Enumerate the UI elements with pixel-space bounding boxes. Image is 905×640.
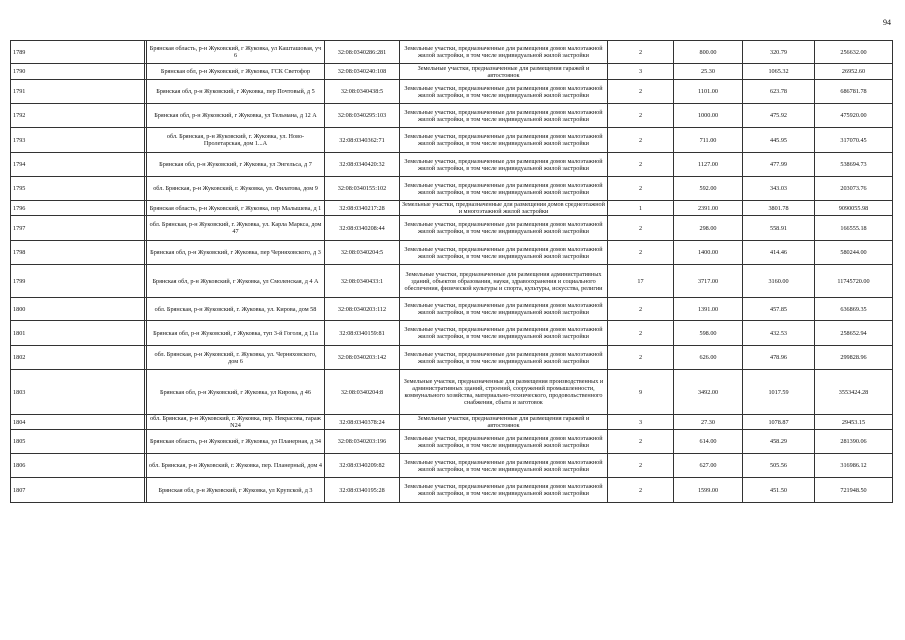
specific-value-cell: 432.53 (743, 321, 815, 346)
cadastral-number-cell: 32:08:0340203:142 (325, 346, 400, 370)
area-cell: 1400.00 (674, 241, 743, 265)
group-code-cell: 2 (608, 321, 674, 346)
table-row (11, 298, 893, 321)
row-number-cell: 1790 (11, 64, 145, 80)
table-row (11, 241, 893, 265)
specific-value-cell: 445.95 (743, 128, 815, 153)
land-use-cell: Земельные участки, предназначенные для размещения домов малоэтажной жилой застройки, в том числе индивидуальной жилой застройки (400, 104, 608, 128)
cadastral-number-cell: 32:08:0340204:8 (325, 370, 400, 415)
specific-value-cell: 414.46 (743, 241, 815, 265)
cadastral-number-cell: 32:08:0340362:71 (325, 128, 400, 153)
land-use-cell: Земельные участки, предназначенные для размещения домов малоэтажной жилой застройки, в том числе индивидуальной жилой застройки (400, 241, 608, 265)
group-code-cell: 1 (608, 201, 674, 216)
address-cell: Брянская обл, р-н Жуковский, г Жуковка, ул Тельмана, д 12 А (147, 104, 325, 128)
area-cell: 626.00 (674, 346, 743, 370)
table-body (11, 41, 893, 503)
table-row (11, 454, 893, 478)
land-use-cell: Земельные участки, предназначенные для размещения гаражей и автостоянок (400, 64, 608, 80)
specific-value-cell: 477.99 (743, 153, 815, 177)
address-cell: Брянская обл, р-н Жуковский, г Жуковка, ул Крупской, д 3 (147, 478, 325, 503)
cadastral-value-cell: 29453.15 (815, 415, 893, 430)
area-cell: 1101.00 (674, 80, 743, 104)
table-row (11, 415, 893, 430)
row-number-cell: 1803 (11, 370, 145, 415)
land-use-cell: Земельные участки, предназначенные для размещения домов среднеэтажной и многоэтажной жилой застройки (400, 201, 608, 216)
row-number-cell: 1789 (11, 41, 145, 64)
land-use-cell: Земельные участки, предназначенные для размещения домов малоэтажной жилой застройки, в том числе индивидуальной жилой застройки (400, 321, 608, 346)
land-use-cell: Земельные участки, предназначенные для размещения домов малоэтажной жилой застройки, в том числе индивидуальной жилой застройки (400, 346, 608, 370)
group-code-cell: 2 (608, 41, 674, 64)
specific-value-cell: 457.85 (743, 298, 815, 321)
area-cell: 1391.00 (674, 298, 743, 321)
group-code-cell: 2 (608, 454, 674, 478)
specific-value-cell: 1017.59 (743, 370, 815, 415)
area-cell: 711.00 (674, 128, 743, 153)
cadastral-value-cell: 203073.76 (815, 177, 893, 201)
area-cell: 25.30 (674, 64, 743, 80)
address-cell: обл. Брянская, р-н Жуковский, г. Жуковка, ул. Ново-Пролетарская, дом 1...А (147, 128, 325, 153)
row-number-cell: 1800 (11, 298, 145, 321)
group-code-cell: 3 (608, 415, 674, 430)
table-row (11, 41, 893, 64)
cadastral-value-cell: 636869.35 (815, 298, 893, 321)
land-use-cell: Земельные участки, предназначенные для размещения домов малоэтажной жилой застройки, в том числе индивидуальной жилой застройки (400, 153, 608, 177)
address-cell: Брянская область, р-н Жуковский, г Жуковка, пер Малышева, д 1 (147, 201, 325, 216)
cadastral-number-cell: 32:08:0340209:82 (325, 454, 400, 478)
cadastral-value-cell: 299828.96 (815, 346, 893, 370)
cadastral-value-cell: 686781.78 (815, 80, 893, 104)
land-use-cell: Земельные участки, предназначенные для размещения производственных и административных зданий, строений, сооружений промышленности, коммунального хозяйства, материально-технического, продовольственного снабжения, сбыта и заготовок (400, 370, 608, 415)
area-cell: 598.00 (674, 321, 743, 346)
row-number-cell: 1793 (11, 128, 145, 153)
land-use-cell: Земельные участки, предназначенные для размещения домов малоэтажной жилой застройки, в том числе индивидуальной жилой застройки (400, 478, 608, 503)
area-cell: 1599.00 (674, 478, 743, 503)
address-cell: Брянская обл, р-н Жуковский, г Жуковка, ГСК Светофор (147, 64, 325, 80)
row-number-cell: 1801 (11, 321, 145, 346)
specific-value-cell: 1078.87 (743, 415, 815, 430)
table-row (11, 430, 893, 454)
table-row (11, 370, 893, 415)
page-number: 94 (883, 18, 891, 27)
area-cell: 1000.00 (674, 104, 743, 128)
address-cell: Брянская обл, р-н Жуковский, г Жуковка, ул Смоленская, д 4 А (147, 265, 325, 298)
group-code-cell: 2 (608, 478, 674, 503)
land-use-cell: Земельные участки, предназначенные для размещения гаражей и автостоянок (400, 415, 608, 430)
row-number-cell: 1798 (11, 241, 145, 265)
row-number-cell: 1806 (11, 454, 145, 478)
cadastral-value-cell: 3553424.28 (815, 370, 893, 415)
cadastral-value-cell: 316986.12 (815, 454, 893, 478)
cadastral-value-cell: 317070.45 (815, 128, 893, 153)
group-code-cell: 2 (608, 298, 674, 321)
address-cell: обл. Брянская, р-н Жуковский, г. Жуковка, ул. Филатова, дом 9 (147, 177, 325, 201)
cadastral-number-cell: 32:08:0340295:103 (325, 104, 400, 128)
cadastral-number-cell: 32:08:0340240:108 (325, 64, 400, 80)
cadastral-number-cell: 32:08:0340286:281 (325, 41, 400, 64)
row-number-cell: 1804 (11, 415, 145, 430)
row-number-cell: 1796 (11, 201, 145, 216)
specific-value-cell: 3160.00 (743, 265, 815, 298)
address-cell: Брянская обл, р-н Жуковский, г Жуковка, туп 3-й Гоголя, д 11а (147, 321, 325, 346)
area-cell: 800.00 (674, 41, 743, 64)
land-use-cell: Земельные участки, предназначенные для размещения домов малоэтажной жилой застройки, в том числе индивидуальной жилой застройки (400, 177, 608, 201)
area-cell: 27.30 (674, 415, 743, 430)
specific-value-cell: 558.91 (743, 216, 815, 241)
cadastral-value-cell: 166555.18 (815, 216, 893, 241)
area-cell: 298.00 (674, 216, 743, 241)
cadastral-value-cell: 11745720.00 (815, 265, 893, 298)
table-row (11, 128, 893, 153)
area-cell: 3492.00 (674, 370, 743, 415)
row-number-cell: 1805 (11, 430, 145, 454)
cadastral-number-cell: 32:08:0340159:81 (325, 321, 400, 346)
address-cell: обл. Брянская, р-н Жуковский, г. Жуковка, ул. Кирова, дом 58 (147, 298, 325, 321)
cadastral-value-cell: 475920.00 (815, 104, 893, 128)
cadastral-value-cell: 258652.94 (815, 321, 893, 346)
address-cell: Брянская обл, р-н Жуковский, г Жуковка, ул Кирова, д 46 (147, 370, 325, 415)
address-cell: обл. Брянская, р-н Жуковский, г. Жуковка, ул. Черняховского, дом 6 (147, 346, 325, 370)
land-use-cell: Земельные участки, предназначенные для размещения административных зданий, объектов образования, науки, здравоохранения и социального обеспечения, физической культуры и спорта, культуры, искусства, религии (400, 265, 608, 298)
group-code-cell: 2 (608, 177, 674, 201)
address-cell: Брянская область, р-н Жуковский, г Жуковка, ул Планерная, д 34 (147, 430, 325, 454)
table-row (11, 346, 893, 370)
group-code-cell: 2 (608, 430, 674, 454)
table-row (11, 265, 893, 298)
area-cell: 592.00 (674, 177, 743, 201)
row-number-cell: 1797 (11, 216, 145, 241)
row-number-cell: 1799 (11, 265, 145, 298)
cadastral-number-cell: 32:08:0340420:32 (325, 153, 400, 177)
address-cell: Брянская обл, р-н Жуковский, г Жуковка, пер Черняховского, д 3 (147, 241, 325, 265)
group-code-cell: 2 (608, 346, 674, 370)
specific-value-cell: 320.79 (743, 41, 815, 64)
cadastral-number-cell: 32:08:0340204:5 (325, 241, 400, 265)
row-number-cell: 1802 (11, 346, 145, 370)
specific-value-cell: 505.56 (743, 454, 815, 478)
group-code-cell: 9 (608, 370, 674, 415)
specific-value-cell: 3801.78 (743, 201, 815, 216)
group-code-cell: 17 (608, 265, 674, 298)
land-use-cell: Земельные участки, предназначенные для размещения домов малоэтажной жилой застройки, в том числе индивидуальной жилой застройки (400, 216, 608, 241)
table-row (11, 177, 893, 201)
table-row (11, 321, 893, 346)
cadastral-number-cell: 32:08:0340438:5 (325, 80, 400, 104)
table-row (11, 104, 893, 128)
row-number-cell: 1794 (11, 153, 145, 177)
group-code-cell: 2 (608, 216, 674, 241)
cadastral-number-cell: 32:08:0340203:112 (325, 298, 400, 321)
specific-value-cell: 478.96 (743, 346, 815, 370)
specific-value-cell: 458.29 (743, 430, 815, 454)
land-use-cell: Земельные участки, предназначенные для размещения домов малоэтажной жилой застройки, в том числе индивидуальной жилой застройки (400, 454, 608, 478)
cadastral-number-cell: 32:08:0340208:44 (325, 216, 400, 241)
area-cell: 3717.00 (674, 265, 743, 298)
cadastral-number-cell: 32:08:0340378:24 (325, 415, 400, 430)
cadastral-value-cell: 26952.60 (815, 64, 893, 80)
address-cell: обл. Брянская, р-н Жуковский, г. Жуковка, пер. Планерный, дом 4 (147, 454, 325, 478)
address-cell: обл. Брянская, р-н Жуковский, г. Жуковка, ул. Карла Маркса, дом 47 (147, 216, 325, 241)
land-use-cell: Земельные участки, предназначенные для размещения домов малоэтажной жилой застройки, в том числе индивидуальной жилой застройки (400, 298, 608, 321)
group-code-cell: 3 (608, 64, 674, 80)
address-cell: обл. Брянская, р-н Жуковский, г. Жуковка, пер. Некрасова, гараж N24 (147, 415, 325, 430)
row-number-cell: 1795 (11, 177, 145, 201)
area-cell: 2391.00 (674, 201, 743, 216)
table-row (11, 216, 893, 241)
row-number-cell: 1791 (11, 80, 145, 104)
table-row (11, 80, 893, 104)
table-row (11, 201, 893, 216)
cadastral-value-cell: 281390.06 (815, 430, 893, 454)
cadastral-value-cell: 9090055.98 (815, 201, 893, 216)
cadastral-number-cell: 32:08:0340433:1 (325, 265, 400, 298)
group-code-cell: 2 (608, 80, 674, 104)
table-row (11, 478, 893, 503)
specific-value-cell: 343.03 (743, 177, 815, 201)
table-row (11, 64, 893, 80)
cadastral-number-cell: 32:08:0340195:28 (325, 478, 400, 503)
table-row (11, 153, 893, 177)
land-use-cell: Земельные участки, предназначенные для размещения домов малоэтажной жилой застройки, в том числе индивидуальной жилой застройки (400, 80, 608, 104)
cadastral-value-cell: 256632.00 (815, 41, 893, 64)
land-use-cell: Земельные участки, предназначенные для размещения домов малоэтажной жилой застройки, в том числе индивидуальной жилой застройки (400, 128, 608, 153)
cadastral-value-cell: 580244.00 (815, 241, 893, 265)
address-cell: Брянская обл, р-н Жуковский, г Жуковка, ул Энгельса, д 7 (147, 153, 325, 177)
cadastral-number-cell: 32:08:0340155:102 (325, 177, 400, 201)
specific-value-cell: 623.78 (743, 80, 815, 104)
cadastral-value-cell: 538694.73 (815, 153, 893, 177)
group-code-cell: 2 (608, 104, 674, 128)
land-use-cell: Земельные участки, предназначенные для размещения домов малоэтажной жилой застройки, в том числе индивидуальной жилой застройки (400, 430, 608, 454)
specific-value-cell: 451.50 (743, 478, 815, 503)
land-use-cell: Земельные участки, предназначенные для размещения домов малоэтажной жилой застройки, в том числе индивидуальной жилой застройки (400, 41, 608, 64)
area-cell: 1127.00 (674, 153, 743, 177)
cadastral-number-cell: 32:08:0340217:28 (325, 201, 400, 216)
specific-value-cell: 1065.32 (743, 64, 815, 80)
row-number-cell: 1792 (11, 104, 145, 128)
cadastral-value-cell: 721948.50 (815, 478, 893, 503)
address-cell: Брянская область, р-н Жуковский, г Жуковка, ул Кашташовая, уч 6 (147, 41, 325, 64)
row-number-cell: 1807 (11, 478, 145, 503)
group-code-cell: 2 (608, 241, 674, 265)
specific-value-cell: 475.92 (743, 104, 815, 128)
group-code-cell: 2 (608, 128, 674, 153)
area-cell: 627.00 (674, 454, 743, 478)
land-registry-table (10, 40, 893, 503)
cadastral-number-cell: 32:08:0340203:196 (325, 430, 400, 454)
address-cell: Брянская обл, р-н Жуковский, г Жуковка, пер Почтовый, д 5 (147, 80, 325, 104)
group-code-cell: 2 (608, 153, 674, 177)
area-cell: 614.00 (674, 430, 743, 454)
